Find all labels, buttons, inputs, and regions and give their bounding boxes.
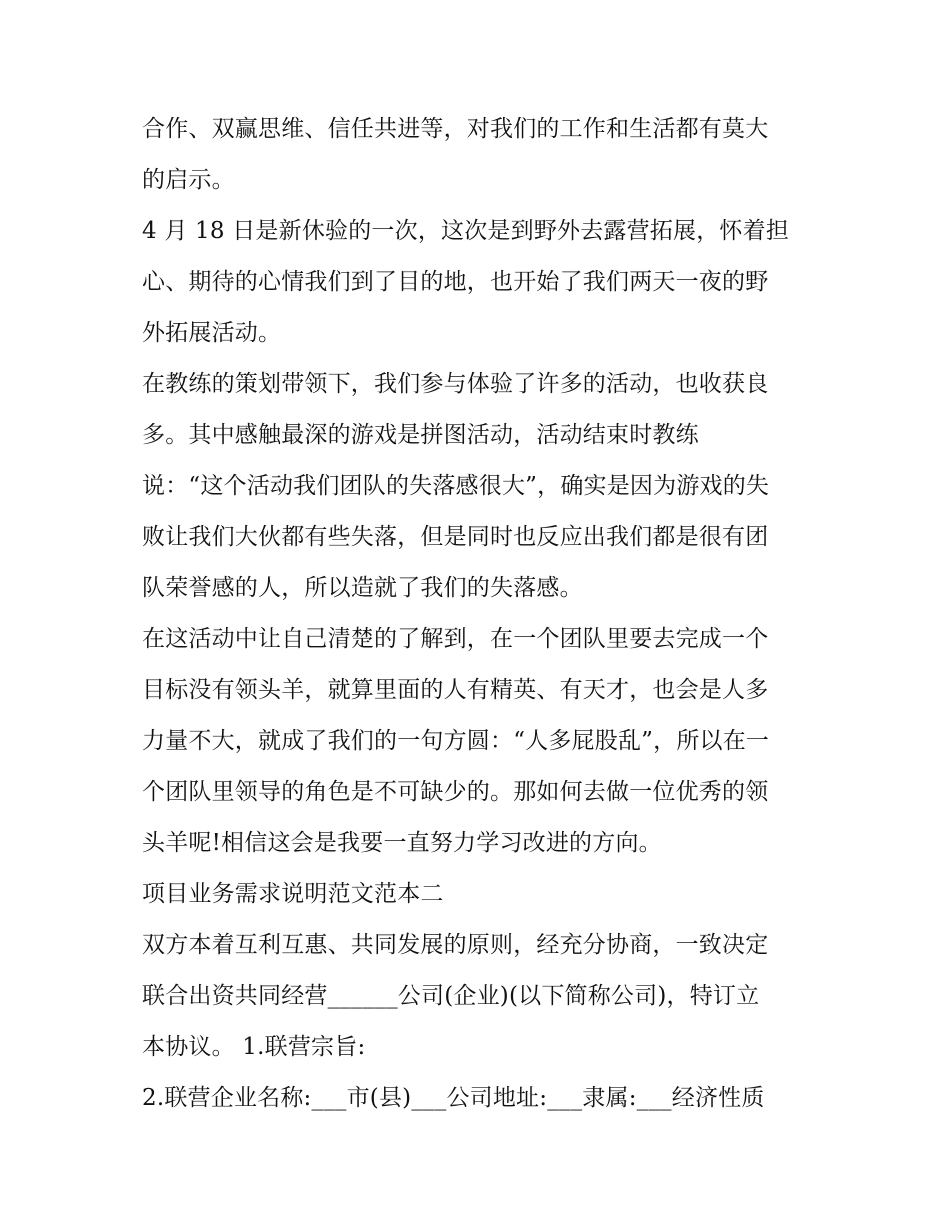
text-line: 4 月 18 日是新休验的一次，这次是到野外去露营拓展，怀着担 <box>142 218 790 244</box>
text-line: 2.联营企业名称:___市(县)___公司地址:___隶属:___经济性质 <box>142 1085 765 1111</box>
text-line: 合作、双赢思维、信任共进等，对我们的工作和生活都有莫大 <box>142 116 769 142</box>
text-line: 力量不大，就成了我们的一句方圆：“人多屁股乱”，所以在一 <box>142 728 770 754</box>
text-line: 败让我们大伙都有些失落，但是同时也反应出我们都是很有团 <box>142 524 769 550</box>
section-heading: 项目业务需求说明范文范本二 <box>142 881 444 907</box>
text-line: 心、期待的心情我们到了目的地，也开始了我们两天一夜的野 <box>142 269 769 295</box>
text-line: 说：“这个活动我们团队的失落感很大”，确实是因为游戏的失 <box>142 473 770 499</box>
text-line: 头羊呢!相信这会是我要一直努力学习改进的方向。 <box>142 830 662 856</box>
text-line: 在教练的策划带领下，我们参与体验了许多的活动，也收获良 <box>142 371 769 397</box>
text-line: 多。其中感触最深的游戏是拼图活动，活动结束时教练 <box>142 422 699 448</box>
text-line: 外拓展活动。 <box>142 320 282 346</box>
text-line: 双方本着互利互惠、共同发展的原则，经充分协商，一致决定 <box>142 932 769 958</box>
text-line: 队荣誉感的人，所以造就了我们的失落感。 <box>142 575 583 601</box>
text-line: 在这活动中让自己清楚的了解到，在一个团队里要去完成一个 <box>142 626 769 652</box>
text-line: 本协议。 1.联营宗旨: <box>142 1034 366 1060</box>
text-line: 联合出资共同经营______公司(企业)(以下简称公司)，特订立 <box>142 983 760 1009</box>
text-line: 目标没有领头羊，就算里面的人有精英、有天才，也会是人多 <box>142 677 769 703</box>
text-line: 个团队里领导的角色是不可缺少的。那如何去做一位优秀的领 <box>142 779 769 805</box>
text-line: 的启示。 <box>142 167 235 193</box>
document-body <box>142 104 822 1124</box>
